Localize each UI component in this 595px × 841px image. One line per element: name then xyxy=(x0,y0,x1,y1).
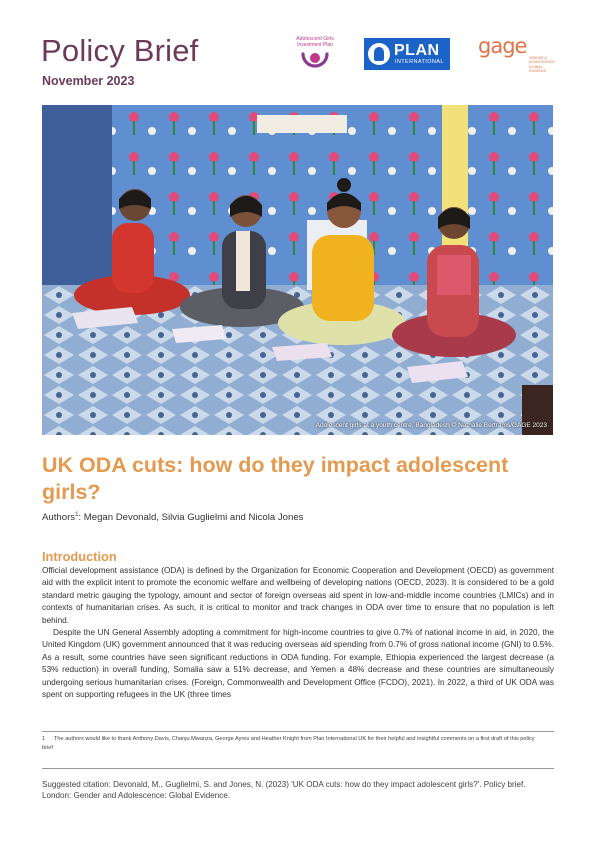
footnote-text: The authors would like to thank Anthony Davis, Chanju Mwanza, George Ayres and Heather Knight from Plan International UK for their helpful and insightful comments on a first draft of this policy brief xyxy=(42,736,535,751)
paragraph-2: Despite the UN General Assembly adopting a commitment for high-income countries to give 0.7% of national income in aid, in 2020, the United Kingdom (UK) government announced that it was reducing overseas aid spending from 0.7% of gross national income (GNI) to 0.5%. As a result, some countries have seen significant reductions in ODA funding. For example, Ethiopia experienced the largest decrease (a 53% reduction) in overall funding, Somalia saw a 51% decrease, and Yemen a 48% decrease and these countries are simultaneously undergoing serious humanitarian crises. (Foreign, Commonwealth and Development Office (FCDO), 2021). In 2022, a third of UK ODA was spent on supporting refugees in the UK (three times xyxy=(42,628,554,700)
gage-logo-tagline: GENDER & ADOLESCENCE: GLOBAL EVIDENCE xyxy=(529,56,556,73)
plan-logo-subtitle: INTERNATIONAL xyxy=(395,59,444,65)
agip-logo xyxy=(289,37,341,74)
suggested-citation: Suggested citation: Devonald, M., Guglielmi, S. and Jones, N. (2023) 'UK ODA cuts: how do they impact adolescent girls?'. Policy brief. London: Gender and Adolescence: Global Evidence. xyxy=(42,780,526,800)
footnote-number: 1 xyxy=(42,736,46,742)
introduction-body xyxy=(42,565,554,701)
citation-divider xyxy=(42,768,554,769)
article-headline: UK ODA cuts: how do they impact adolescent girls? xyxy=(42,453,509,505)
policy-brief-title: Policy Brief xyxy=(41,33,199,68)
plan-logo-icon xyxy=(368,43,390,65)
section-heading-introduction: Introduction xyxy=(42,549,117,564)
gage-logo xyxy=(478,36,558,72)
plan-logo-word: PLAN xyxy=(394,42,440,59)
plan-international-logo xyxy=(364,38,450,70)
authors-footnote-mark: 1 xyxy=(75,512,79,518)
photo-caption: Adolescent girls at a youth centre, Bangladesh © Nathalie Bertrams/GAGE 2023 xyxy=(315,422,547,429)
gage-logo-icon: gage xyxy=(478,34,527,58)
agip-logo-line2: Investment Plan xyxy=(297,41,333,48)
cover-photo-illustration xyxy=(42,105,553,435)
footnote-divider xyxy=(42,731,554,732)
publication-date: November 2023 xyxy=(42,74,135,88)
paragraph-1: Official development assistance (ODA) is defined by the Organization for Economic Cooperation and Development (OECD) as government aid with the explicit intent to promote the economic welfare and wellbeing of developing nations (OECD, 2023). It is considered to be a gold standard metric gauging the typology, amount and sector of foreign overseas aid spent in low-and-middle income countries (LMICs) and in contexts of humanitarian crises. As such, it is critical to monitor and track changes in ODA over time to ensure that no population is left behind. xyxy=(42,566,554,625)
agip-logo-icon xyxy=(299,50,331,74)
footnote xyxy=(42,735,547,752)
agip-logo-line1: Adolescent Girls xyxy=(296,36,334,42)
authors-names: : Megan Devonald, Silvia Guglielmi and Nicola Jones xyxy=(78,512,304,524)
authors-line xyxy=(42,512,303,523)
cover-photo xyxy=(42,105,553,435)
authors-label: Authors xyxy=(42,512,76,524)
